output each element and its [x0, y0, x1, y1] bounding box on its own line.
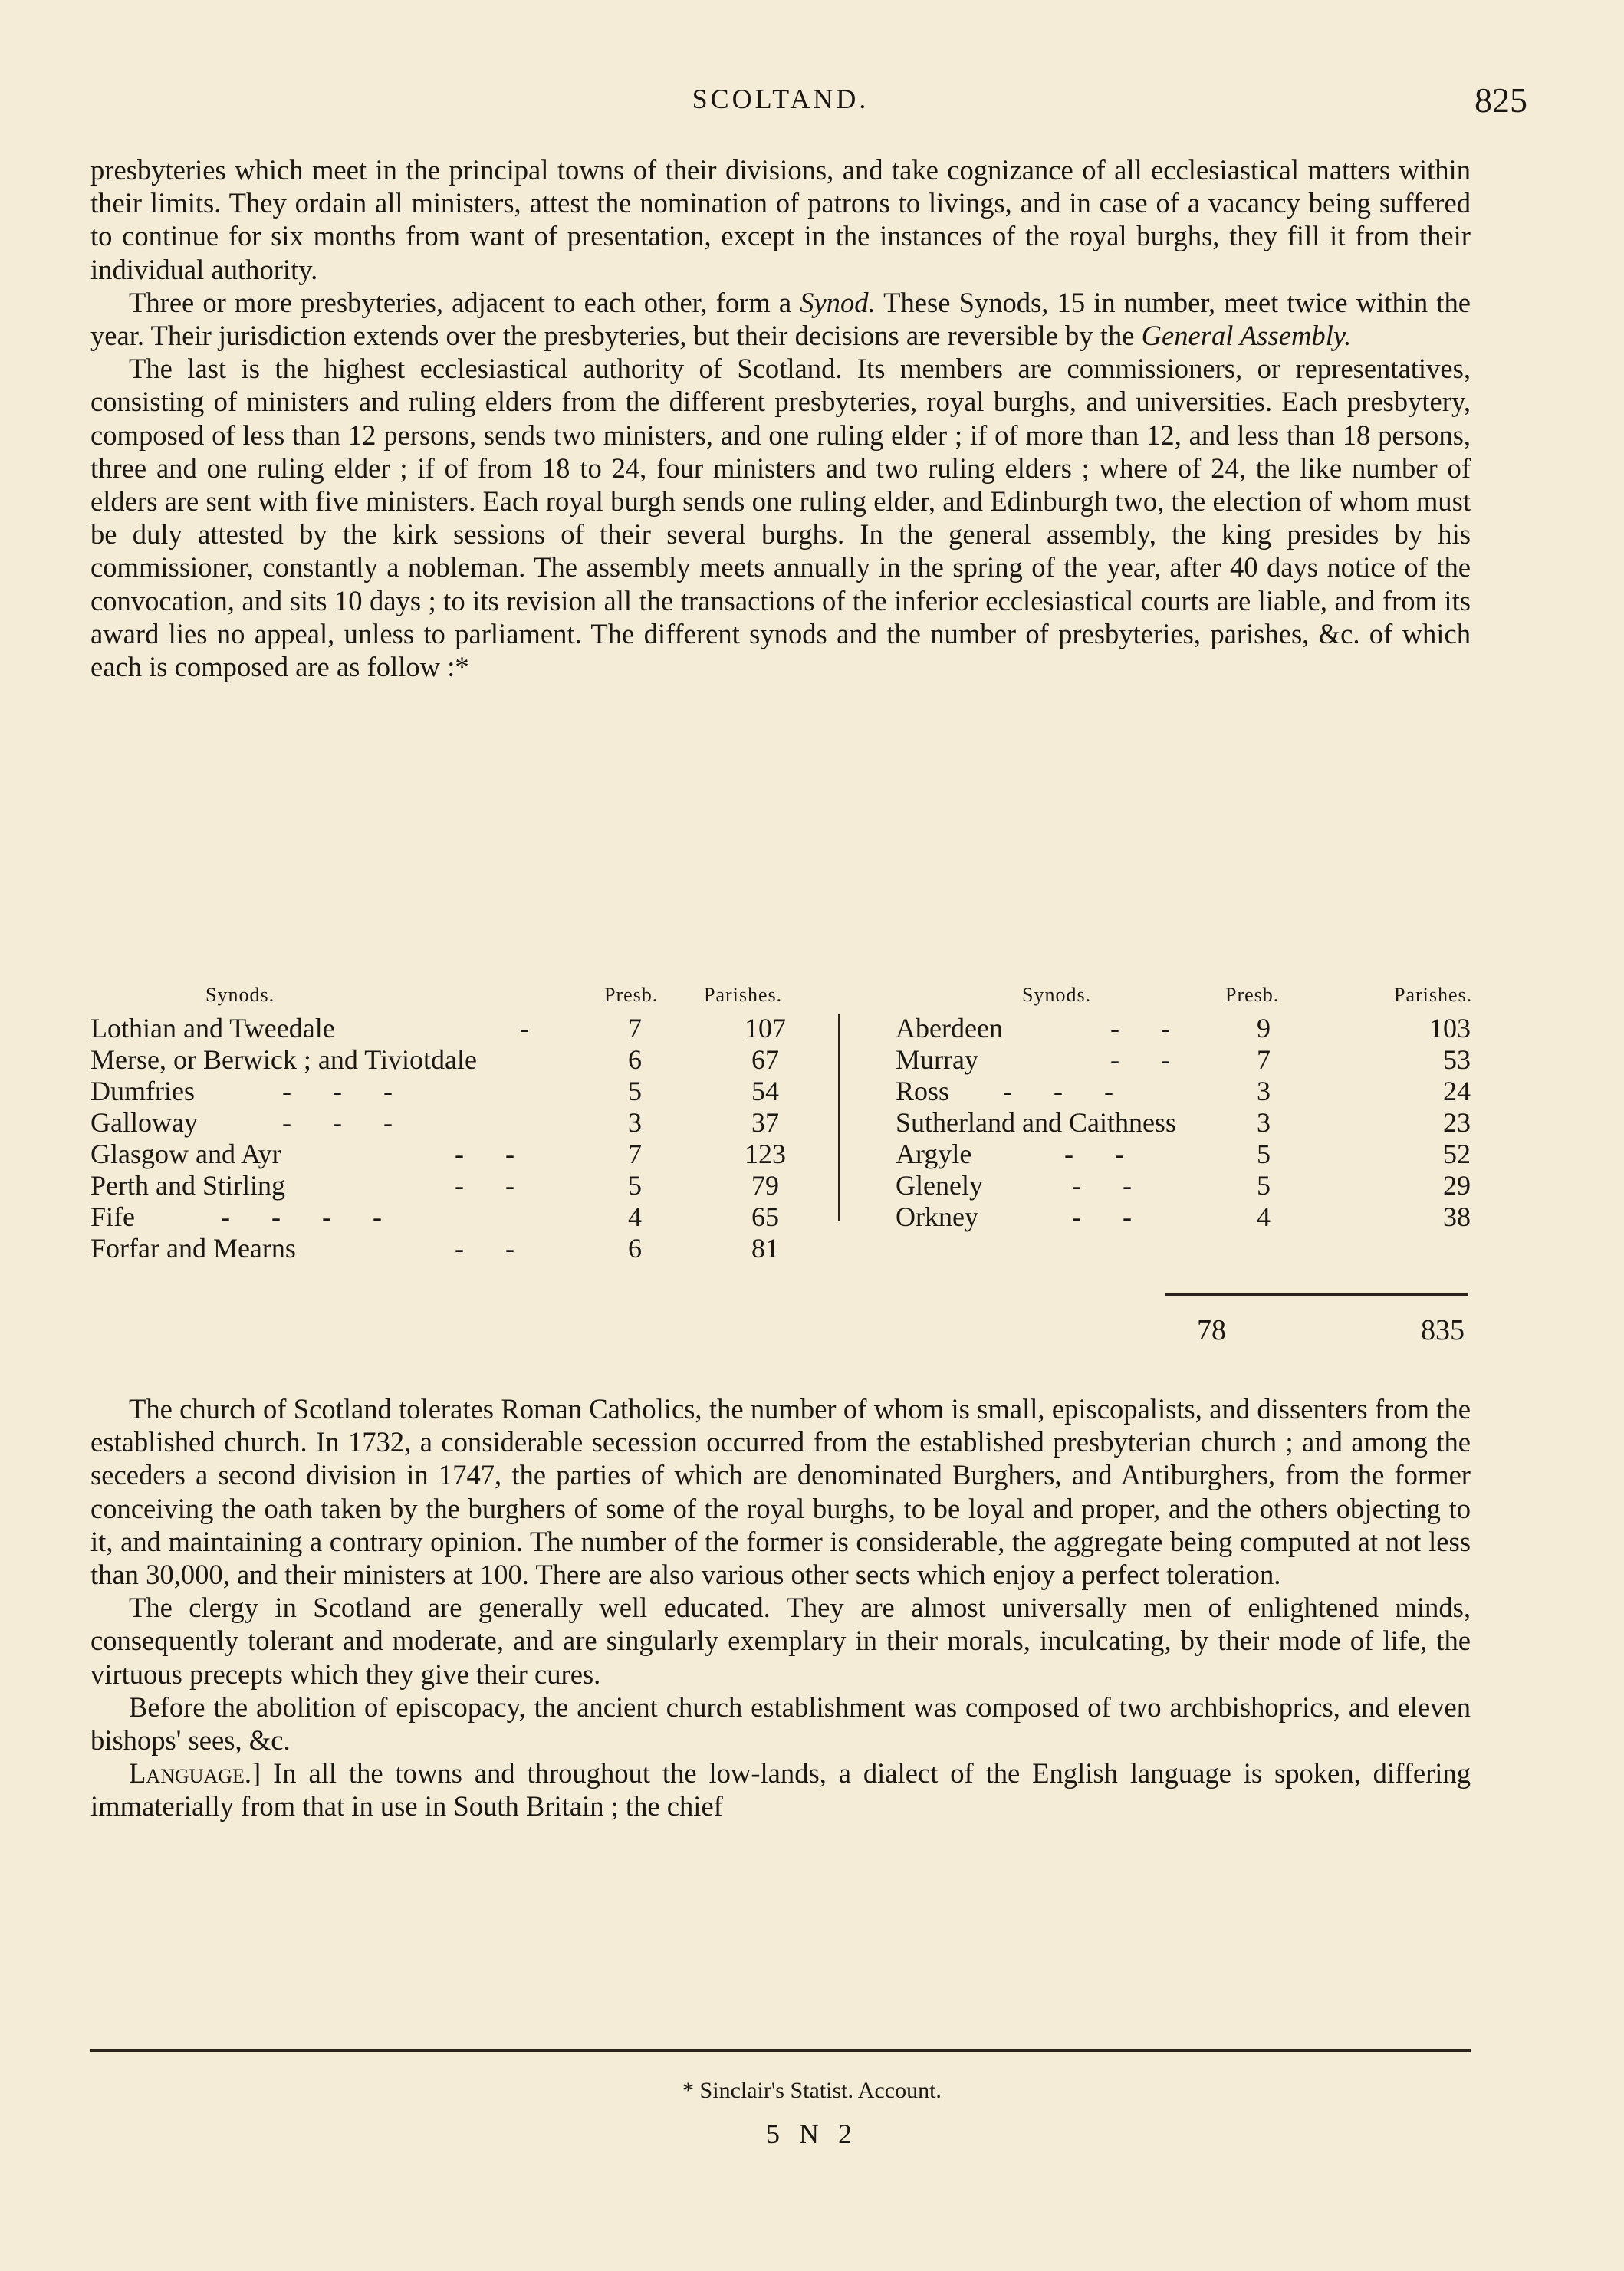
table-row: [90, 1233, 842, 1264]
totals-row: [1150, 1313, 1472, 1347]
table-row: [90, 1201, 842, 1233]
parish-count: 29: [1443, 1170, 1471, 1201]
table-header: [857, 984, 1471, 1013]
parish-count: 52: [1443, 1139, 1471, 1169]
parish-count: 103: [1429, 1013, 1471, 1043]
synods-table-left: [90, 984, 842, 1264]
sum-rule: [1165, 1293, 1468, 1296]
total-parishes: 835: [1421, 1314, 1465, 1346]
presb-count: 5: [1257, 1170, 1271, 1201]
table-row: [90, 1170, 842, 1201]
presb-count: 4: [628, 1201, 642, 1232]
paragraph: The last is the highest ecclesiastical authority of Scotland. Its members are commissioners, or representatives, consisting of ministers and ruling elders from the different presbyteries, royal burghs, and universities. Each presbytery, composed of less than 12 persons, sends two ministers, and one ruling elder ; if of more than 12, and less than 18 persons, three and one ruling elder ; if of from 18 to 24, four ministers and two ruling elders ; where of 24, the like number of elders are sent with five ministers. Each royal burgh sends one ruling elder, and Edinburgh two, the election of whom must be duly attested by the kirk sessions of their several burghs. In the general assembly, the king presides by his commissioner, constantly a nobleman. The assembly meets annually in the spring of the year, after 40 days notice of the convocation, and sits 10 days ; to its revision all the transactions of the inferior ecclesiastical courts are liable, and from its award lies no appeal, unless to parliament. The different synods and the number of presbyteries, parishes, &c. of which each is composed are as follow :*: [90, 353, 1471, 683]
leader-dashes: - -: [455, 1139, 514, 1169]
synod-name: Merse, or Berwick ; and Tiviotdale: [90, 1044, 477, 1075]
presb-count: 5: [1257, 1139, 1271, 1169]
table-row: [90, 1076, 842, 1107]
table-row: [857, 1201, 1471, 1233]
leader-dashes: - - -: [1003, 1076, 1113, 1106]
parish-count: 38: [1443, 1201, 1471, 1232]
synod-name: Orkney: [896, 1201, 978, 1232]
synod-name: Galloway: [90, 1107, 198, 1138]
parish-count: 24: [1443, 1076, 1471, 1106]
presb-count: 5: [628, 1076, 642, 1106]
running-title: SCOLTAND.: [692, 84, 870, 114]
paragraph: Before the abolition of episcopacy, the ancient church establishment was composed of two archbishoprics, and eleven bishops' sees, &c.: [90, 1691, 1471, 1757]
parish-count: 67: [751, 1044, 779, 1075]
parish-count: 79: [751, 1170, 779, 1201]
presb-count: 9: [1257, 1013, 1271, 1043]
table-row: [90, 1013, 842, 1044]
paragraph: [90, 1757, 1471, 1822]
synod-name: Glasgow and Ayr: [90, 1139, 281, 1169]
page-number: 825: [1474, 81, 1527, 120]
presb-count: 6: [628, 1233, 642, 1264]
presb-count: 5: [628, 1170, 642, 1201]
parish-count: 54: [751, 1076, 779, 1106]
text-block-top: [90, 153, 1471, 683]
leader-dashes: - -: [1110, 1013, 1170, 1043]
parish-count: 53: [1443, 1044, 1471, 1075]
presb-count: 7: [1257, 1044, 1271, 1075]
leader-dashes: - - - -: [221, 1201, 382, 1232]
synods-table-right: [857, 984, 1471, 1233]
synod-name: Aberdeen: [896, 1013, 1003, 1043]
parish-count: 123: [745, 1139, 786, 1169]
synod-name: Glenely: [896, 1170, 983, 1201]
language-text: In all the towns and throughout the low-lands, a dialect of the English language is spoken, differing immaterially from that in use in South Britain ; the chief: [90, 1757, 1471, 1822]
presb-count: 3: [1257, 1107, 1271, 1138]
table-row: [90, 1139, 842, 1170]
header-presb: Presb.: [604, 984, 659, 1006]
synod-name: Lothian and Tweedale: [90, 1013, 335, 1043]
synod-name: Forfar and Mearns: [90, 1233, 296, 1264]
signature-mark: 5 N 2: [766, 2118, 858, 2149]
synod-name: Dumfries: [90, 1076, 195, 1106]
total-presb: 78: [1197, 1314, 1226, 1346]
table-row: [857, 1076, 1471, 1107]
table-row: [90, 1107, 842, 1139]
parish-count: 23: [1443, 1107, 1471, 1138]
leader-dashes: - -: [1110, 1044, 1170, 1075]
header-parishes: Parishes.: [704, 984, 783, 1006]
parish-count: 65: [751, 1201, 779, 1232]
table-row: [857, 1139, 1471, 1170]
presb-count: 7: [628, 1139, 642, 1169]
synod-term: Synod.: [800, 286, 876, 318]
table-row: [857, 1013, 1471, 1044]
table-row: [857, 1170, 1471, 1201]
synod-name: Sutherland and Caithness: [896, 1107, 1176, 1138]
header-parishes: Parishes.: [1394, 984, 1473, 1006]
text-block-bottom: [90, 1392, 1471, 1823]
leader-dashes: - - -: [282, 1076, 393, 1106]
footnote: * Sinclair's Statist. Account.: [682, 2078, 942, 2103]
parish-count: 37: [751, 1107, 779, 1138]
header-synods: Synods.: [205, 984, 275, 1006]
table-row: [857, 1107, 1471, 1139]
paragraph: The clergy in Scotland are generally well educated. They are almost universally men of enlightened minds, consequently tolerant and moderate, and are singularly exemplary in their morals, inculcating, by their mode of life, the virtuous precepts which they give their cures.: [90, 1592, 1471, 1690]
leader-dashes: - -: [1072, 1170, 1132, 1201]
paragraph: The church of Scotland tolerates Roman Catholics, the number of whom is small, episcopalists, and dissenters from the established church. In 1732, a considerable secession occurred from the established presbyterian church ; and among the seceders a second division in 1747, the parties of which are denominated Burghers, and Antiburghers, from the former conceiving the oath taken by the burghers of some of the royal burghs, to be loyal and proper, and the others objecting to it, and maintaining a contrary opinion. The number of the former is considerable, the aggregate being computed at not less than 30,000, and their ministers at 100. There are also various other sects which enjoy a perfect toleration.: [90, 1393, 1471, 1591]
synod-name: Ross: [896, 1076, 950, 1106]
presb-count: 3: [628, 1107, 642, 1138]
table-row: [90, 1044, 842, 1076]
synod-name: Argyle: [896, 1139, 972, 1169]
presb-count: 7: [628, 1013, 642, 1043]
column-divider: [838, 1014, 840, 1221]
leader-dashes: - - -: [282, 1107, 393, 1138]
presb-count: 3: [1257, 1076, 1271, 1106]
leader-dashes: - -: [455, 1170, 514, 1201]
synods-table: [90, 984, 1471, 1352]
synod-para-rest: These Synods, 15 in number, meet twice within the year. Their jurisdiction extends over the presbyteries, but their decisions are reversible by the: [90, 286, 1471, 352]
leader-dashes: - -: [455, 1233, 514, 1264]
paragraph: presbyteries which meet in the principal towns of their divisions, and take cognizance of all ecclesiastical matters within their limits. They ordain all ministers, attest the nomination of patrons to livings, and in case of a vacancy being suffered to continue for six months from want of presentation, except in the instances of the royal burghs, they fill it from their individual authority.: [90, 154, 1471, 285]
synod-name: Fife: [90, 1201, 135, 1232]
table-header: [90, 984, 842, 1013]
leader-dashes: -: [520, 1013, 529, 1043]
header-presb: Presb.: [1225, 984, 1280, 1006]
synod-para-lead: Three or more presbyteries, adjacent to each other, form a: [129, 286, 792, 318]
paragraph: [90, 286, 1471, 352]
synod-name: Murray: [896, 1044, 978, 1075]
footnote-rule: [90, 2049, 1471, 2052]
table-row: [857, 1044, 1471, 1076]
parish-count: 107: [745, 1013, 786, 1043]
assembly-term: General Assembly.: [1141, 320, 1352, 352]
presb-count: 6: [628, 1044, 642, 1075]
presb-count: 4: [1257, 1201, 1271, 1232]
parish-count: 81: [751, 1233, 779, 1264]
leader-dashes: - -: [1072, 1201, 1132, 1232]
language-heading: Language.]: [129, 1757, 261, 1790]
leader-dashes: - -: [1064, 1139, 1124, 1169]
synod-name: Perth and Stirling: [90, 1170, 285, 1201]
header-synods: Synods.: [1022, 984, 1092, 1006]
